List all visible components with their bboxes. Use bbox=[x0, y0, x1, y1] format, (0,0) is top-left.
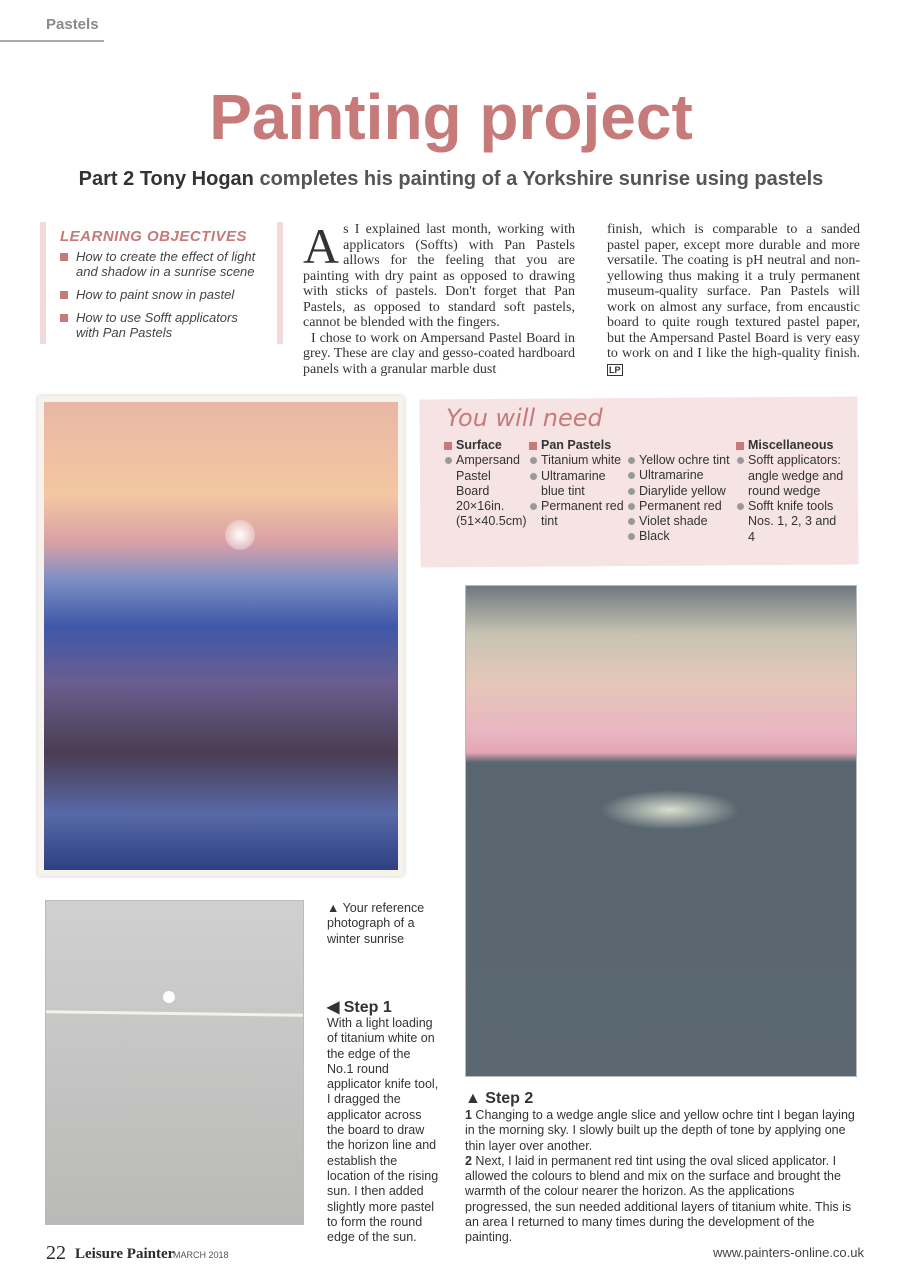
need-item: Yellow ochre tint bbox=[627, 453, 732, 468]
end-mark-icon: LP bbox=[609, 364, 621, 375]
need-item: Diarylide yellow bbox=[627, 484, 732, 499]
need-pan-pastels bbox=[529, 438, 625, 530]
need-heading: Surface bbox=[444, 438, 524, 453]
body-paragraph: s I explained last month, working with applicators (Soffts) with Pan Pastels allows for the feeling that you are painting with dry paint as opposed to drawing with sticks of pastels. Don't forget that Pan Pastels, as opposed to standard soft pastels, cannot be blended with the fingers. bbox=[303, 222, 575, 330]
step2-paragraph: Next, I laid in permanent red tint using the oval sliced applicator. I allowed the colours to blend and mix on the surface and brought the warmth of the colour nearer the horizon. As the applications progressed, the sun needed additional layers of titanium white. This is an area I returned to many times during the development of the painting. bbox=[465, 1153, 852, 1245]
subtitle-part: Part 2 Tony Hogan bbox=[78, 168, 254, 190]
magazine-logo: Leisure Painter bbox=[75, 1246, 175, 1262]
reference-caption: ▲ Your reference photograph of a winter sunrise bbox=[327, 901, 425, 946]
step2-heading: ▲ Step 2 bbox=[465, 1090, 534, 1107]
objective-item: How to paint snow in pastel bbox=[60, 287, 263, 302]
need-heading: Pan Pastels bbox=[529, 438, 625, 453]
learning-objectives bbox=[40, 222, 283, 344]
subtitle bbox=[0, 168, 902, 191]
subtitle-rest: completes his painting of a Yorkshire sunrise using pastels bbox=[253, 168, 824, 190]
objective-item: How to use Sofft applicators with Pan Pastels bbox=[60, 310, 263, 340]
step-number: 1 bbox=[465, 1108, 472, 1122]
website-link[interactable]: www.painters-online.co.uk bbox=[712, 1245, 864, 1260]
drop-cap: A bbox=[303, 218, 340, 274]
step1-painting bbox=[45, 900, 304, 1225]
step2-paragraph: Changing to a wedge angle slice and yellow ochre tint I began laying in the morning sky. I slowly built up the depth of tone by applying one thin layer over another. bbox=[465, 1108, 855, 1153]
need-item: Ampersand Pastel Board 20×16in. (51×40.5cm) bbox=[444, 453, 524, 529]
step2-sun-glow bbox=[600, 790, 740, 830]
need-item: Sofft knife tools Nos. 1, 2, 3 and 4 bbox=[736, 499, 844, 545]
step-number: 2 bbox=[465, 1153, 472, 1168]
step1-sun bbox=[163, 991, 175, 1003]
need-item: Permanent red tint bbox=[529, 499, 625, 530]
step1-text: With a light loading of titanium white on the edge of the No.1 round applicator knife tool, I dragged the applicator across the board to draw the horizon line and establish the location of the rising sun. I then added slightly more pastel to form the round edge of the sun. bbox=[327, 1016, 439, 1245]
need-item: Permanent red bbox=[627, 499, 732, 514]
photo-sun bbox=[225, 520, 255, 550]
need-misc bbox=[736, 438, 844, 545]
learning-objectives-heading: LEARNING OBJECTIVES bbox=[60, 228, 248, 245]
step2-text bbox=[465, 1108, 860, 1246]
need-item: Ultramarine bbox=[627, 468, 732, 483]
section-label: Pastels bbox=[46, 16, 99, 33]
reference-photo bbox=[44, 402, 398, 870]
need-item: Sofft applicators: angle wedge and round wedge bbox=[736, 453, 844, 499]
body-column-1 bbox=[303, 218, 575, 377]
body-paragraph: finish, which is comparable to a sanded pastel paper, except more durable and more versatile. The coating is pH neutral and non-yellowing thus making it a truly permanent museum-quality surface. Pan Pastels will work on almost any surface, from encaustic board to quite rough textured pastel paper, but the Ampersand Pastel Board is very easy to work on and I like the high-quality finish. bbox=[607, 222, 860, 361]
need-heading: Miscellaneous bbox=[736, 438, 844, 453]
issue-date: MARCH 2018 bbox=[173, 1250, 229, 1260]
section-divider bbox=[0, 40, 104, 42]
page-number: 22 bbox=[46, 1242, 66, 1264]
step1-heading: ◀ Step 1 bbox=[327, 999, 392, 1016]
body-paragraph: I chose to work on Ampersand Pastel Board in grey. These are clay and gesso-coated hardboard panels with a granular marble dust bbox=[303, 330, 575, 377]
page-title: Painting project bbox=[209, 81, 693, 153]
objective-item: How to create the effect of light and shadow in a sunrise scene bbox=[60, 249, 263, 279]
step2-painting bbox=[465, 585, 857, 1077]
body-column-2 bbox=[607, 222, 860, 377]
need-item: Violet shade bbox=[627, 514, 732, 529]
need-item: Black bbox=[627, 529, 732, 544]
you-will-need-title: You will need bbox=[446, 404, 603, 432]
need-item: Titanium white bbox=[529, 453, 625, 468]
need-item: Ultramarine blue tint bbox=[529, 469, 625, 500]
need-surface bbox=[444, 438, 527, 530]
need-pan-pastels-2 bbox=[627, 453, 732, 545]
